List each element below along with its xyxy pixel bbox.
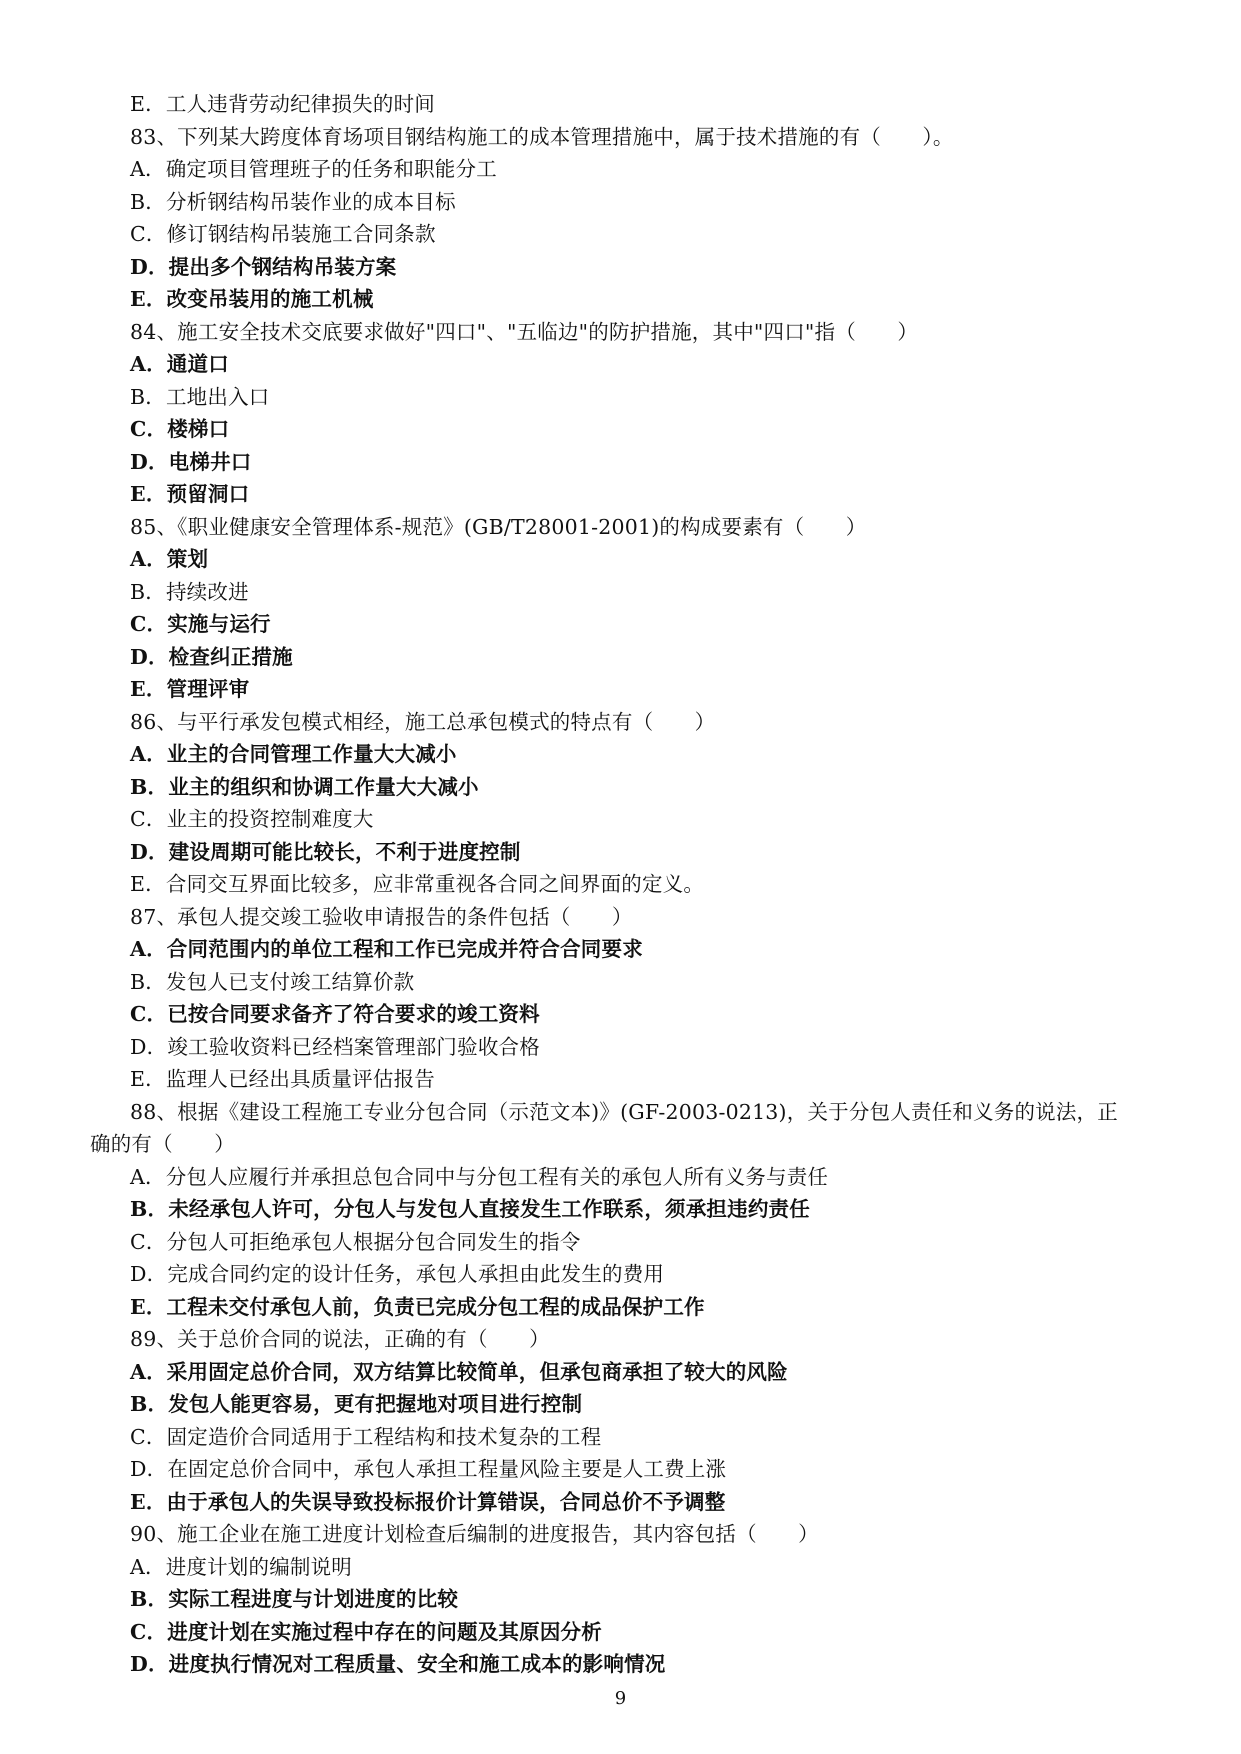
answer-option: C．进度计划在实施过程中存在的问题及其原因分析 (130, 1619, 602, 1644)
answer-option: E．由于承包人的失误导致投标报价计算错误，合同总价不予调整 (130, 1489, 726, 1514)
question-text: 84、施工安全技术交底要求做好"四口"、"五临边"的防护措施，其中"四口"指（ ） (130, 319, 919, 344)
answer-option: D．提出多个钢结构吊装方案 (130, 254, 397, 279)
question-text: 86、与平行承发包模式相经，施工总承包模式的特点有（ ） (130, 709, 716, 734)
answer-option: A．通道口 (130, 352, 229, 376)
answer-option: A．策划 (130, 547, 209, 571)
answer-option: C．分包人可拒绝承包人根据分包合同发生的指令 (130, 1229, 581, 1254)
answer-option: B．发包人能更容易，更有把握地对项目进行控制 (130, 1392, 583, 1416)
answer-option: A．进度计划的编制说明 (130, 1554, 353, 1579)
answer-option: B．持续改进 (130, 579, 249, 604)
answer-option: E．改变吊装用的施工机械 (130, 287, 374, 311)
answer-option: D．在固定总价合同中，承包人承担工程量风险主要是人工费上涨 (130, 1457, 727, 1481)
question-text: 85、《职业健康安全管理体系-规范》(GB/T28001-2001)的构成要素有（ ） (130, 514, 867, 539)
answer-option: E．工人违背劳动纪律损失的时间 (130, 92, 435, 116)
answer-option: D．电梯井口 (130, 449, 252, 474)
answer-option: B．未经承包人许可，分包人与发包人直接发生工作联系，须承担违约责任 (130, 1197, 810, 1221)
question-text: 90、施工企业在施工进度计划检查后编制的进度报告，其内容包括（ ） (130, 1522, 819, 1546)
answer-option: E．监理人已经出具质量评估报告 (130, 1067, 435, 1091)
question-text-continued: 确的有（ ） (90, 1132, 235, 1156)
answer-option: E．管理评审 (130, 677, 250, 701)
question-text: 87、承包人提交竣工验收申请报告的条件包括（ ） (130, 904, 633, 929)
answer-option: C．业主的投资控制难度大 (130, 807, 374, 831)
answer-option: C．修订钢结构吊装施工合同条款 (130, 222, 436, 246)
page-number: 9 (614, 1688, 627, 1709)
answer-option: E．预留洞口 (130, 482, 250, 506)
answer-option: C．实施与运行 (130, 612, 271, 636)
question-text: 88、根据《建设工程施工专业分包合同（示范文本)》(GF-2003-0213)，关于分包人责任和义务的说法，正 (130, 1099, 1118, 1124)
answer-option: C．固定造价合同适用于工程结构和技术复杂的工程 (130, 1424, 602, 1449)
answer-option: B．业主的组织和协调工作量大大减小 (130, 774, 479, 799)
answer-option: D．检查纠正措施 (130, 644, 293, 669)
answer-option: B．工地出入口 (130, 384, 270, 409)
question-text: 83、下列某大跨度体育场项目钢结构施工的成本管理措施中，属于技术措施的有（ ）。 (130, 124, 954, 149)
answer-option: A．合同范围内的单位工程和工作已完成并符合合同要求 (130, 937, 643, 961)
answer-option: A．分包人应履行并承担总包合同中与分包工程有关的承包人所有义务与责任 (130, 1164, 829, 1189)
answer-option: A．业主的合同管理工作量大大减小 (130, 742, 457, 766)
answer-option: B．分析钢结构吊装作业的成本目标 (130, 189, 456, 214)
question-list (90, 88, 1150, 1681)
answer-option: B．发包人已支付竣工结算价款 (130, 969, 415, 994)
question-text: 89、关于总价合同的说法，正确的有（ ） (130, 1327, 550, 1351)
answer-option: D．进度执行情况对工程质量、安全和施工成本的影响情况 (130, 1652, 666, 1676)
answer-option: E．工程未交付承包人前，负责已完成分包工程的成品保护工作 (130, 1294, 705, 1319)
answer-option: A．确定项目管理班子的任务和职能分工 (130, 157, 497, 181)
answer-option: B．实际工程进度与计划进度的比较 (130, 1587, 459, 1611)
answer-option: D．竣工验收资料已经档案管理部门验收合格 (130, 1034, 540, 1059)
answer-option: C．已按合同要求备齐了符合要求的竣工资料 (130, 1002, 540, 1026)
answer-option: E．合同交互界面比较多，应非常重视各合同之间界面的定义。 (130, 872, 705, 896)
answer-option: D．完成合同约定的设计任务，承包人承担由此发生的费用 (130, 1262, 665, 1286)
answer-option: A．采用固定总价合同，双方结算比较简单，但承包商承担了较大的风险 (130, 1359, 788, 1384)
answer-option: C．楼梯口 (130, 417, 230, 441)
answer-option: D．建设周期可能比较长，不利于进度控制 (130, 839, 521, 864)
